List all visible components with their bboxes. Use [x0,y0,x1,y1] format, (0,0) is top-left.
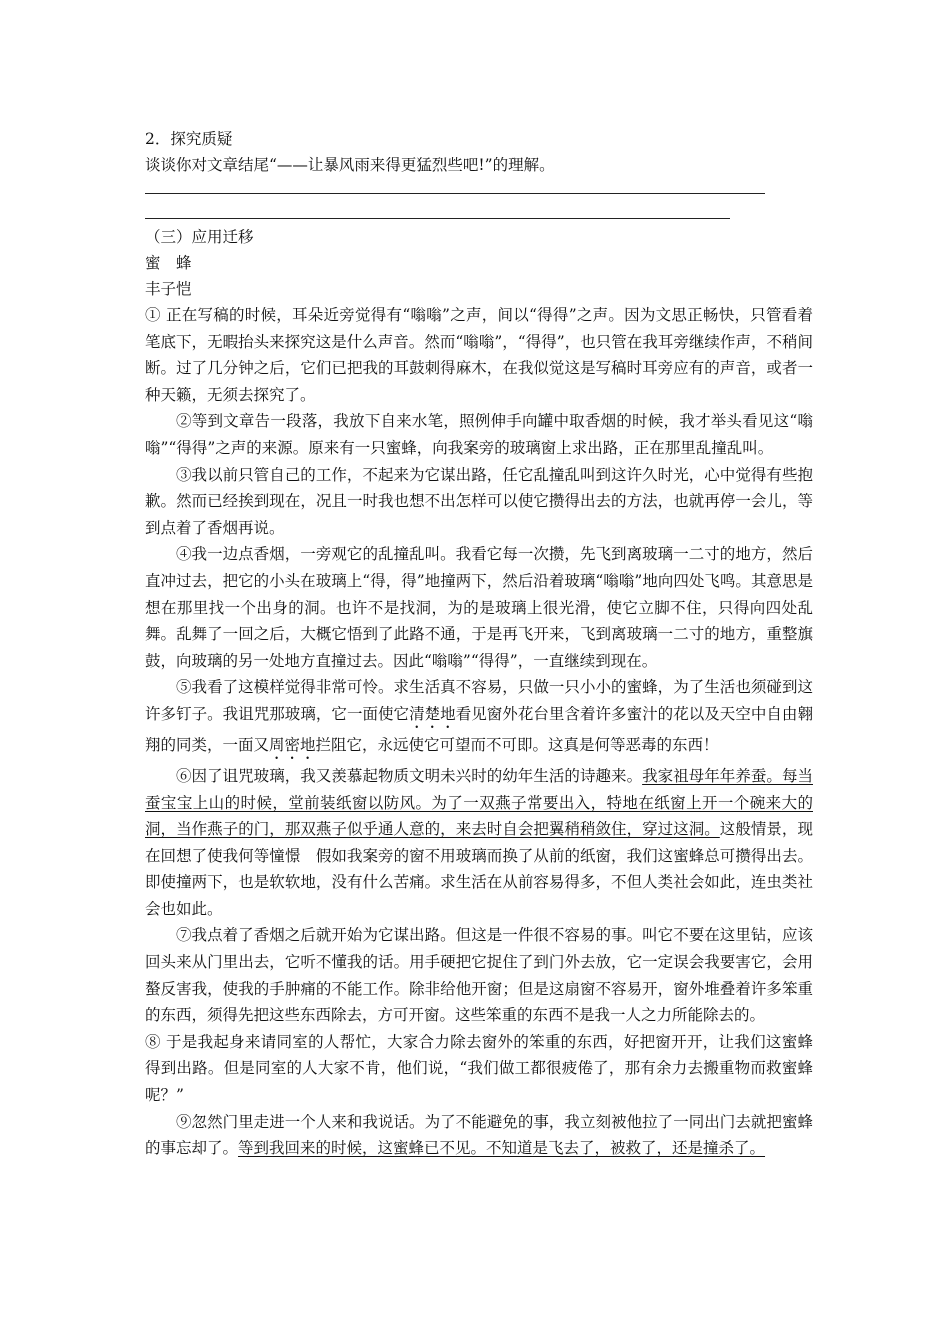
article-title: 蜜 蜂 [145,254,192,272]
answer-line-1[interactable] [145,193,765,194]
paragraph-2: ②等到文章告一段落，我放下自来水笔，照例伸手向罐中取香烟的时候，我才举头看见这“嗡嗡”“得得”之声的来源。原来有一只蜜蜂，向我案旁的玻璃窗上求出路，正在那里乱撞乱叫。 [145,412,813,457]
underlined-sentence-grandmother: 我家祖母年年养蚕。每当蚕宝宝上山的时候，堂前装纸窗以防风。为了一双燕子常要出入，特地在纸窗上开一个碗来大的洞，当作燕子的门，那双燕子似乎通人意的，来去时自会把翼稍稍敛住，穿过这洞。 [145,766,813,839]
paragraph-5 [145,674,813,763]
question-block [145,126,813,178]
section-heading: （三）应用迁移 [145,228,254,246]
paragraph-5-text-c: 看见窗外花台里含着许多蜜汁的花以及天空中自由翱翔的同类，一面又 [145,704,813,754]
paragraph-9-text-a: ⑨忽然门里走进一个人来和我说话。为了不能避免的事，我立刻被他拉了一同出门去就把蜜蜂的事忘却了。 [145,1112,813,1158]
article-author: 丰子恺 [145,280,192,298]
paragraph-4: ④我一边点香烟，一旁观它的乱撞乱叫。我看它每一次攒，先飞到离玻璃一二寸的地方，然后直冲过去，把它的小头在玻璃上“得，得”地撞两下，然后沿着玻璃“嗡嗡”地向四处飞鸣。其意思是想在那里找一个出身的洞。也许不是找洞，为的是玻璃上很光滑，使它立脚不住，只得向四处乱舞。乱舞了一回之后，大概它悟到了此路不通，于是再飞开来，飞到离玻璃一二寸的地方，重整旗鼓，向玻璃的另一处地方直撞过去。因此“嗡嗡”“得得”，一直继续到现在。 [145,545,813,670]
question-number-title: 2．探究质疑 [145,130,233,148]
paragraph-5-text-a: ⑤我看了这模样觉得非常可怜。求生活真不容易，只做一只小小的蜜蜂，为了生活也须碰到这许多钉子。我诅咒那玻璃，它一面使它 [145,678,813,723]
paragraph-6-text-c: 这般情景，现在回想了使我何等憧憬 假如我案旁的窗不用玻璃而换了从前的纸窗，我们这蜜蜂总可攒得出去。即使撞两下，也是软软地，没有什么苦痛。求生活在从前容易得多，不但人类社会如此，连虫类社会也如此。 [145,820,813,918]
paragraph-6 [145,763,813,923]
paragraph-9 [145,1109,813,1162]
answer-line-2[interactable] [145,218,730,219]
question-prompt: 谈谈你对文章结尾“——让暴风雨来得更猛烈些吧!”的理解。 [145,156,555,174]
paragraph-8: ⑧ 于是我起身来请同室的人帮忙，大家合力除去窗外的笨重的东西，好把窗开开，让我们这蜜蜂得到出路。但是同室的人大家不肯，他们说，“我们做工都很疲倦了，那有余力去搬重物而救蜜蜂呢？” [145,1032,813,1105]
paragraph-7: ⑦我点着了香烟之后就开始为它谋出路。但这是一件很不容易的事。叫它不要在这里钻，应该回头来从门里出去，它听不懂我的话。用手硬把它捉住了到门外去放，它一定误会我要害它，会用螯反害我，使我的手肿痛的不能工作。除非给他开窗；但是这扇窗不容易开，窗外堆叠着许多笨重的东西，须得先把这些东西除去，方可开窗。这些笨重的东西不是我一人之力所能除去的。 [145,926,813,1025]
paragraph-5-text-e: 拦阻它，永远使它可望而不可即。这真是何等恶毒的东西！ [315,735,719,754]
emphasized-word-zhoumi: 周密地 [269,735,316,754]
paragraph-3: ③我以前只管自己的工作，不起来为它谋出路，任它乱撞乱叫到这许久时光，心中觉得有些抱歉。然而已经挨到现在，况且一时我也想不出怎样可以使它攒得出去的方法，也就再停一会儿，等到点着了香烟再说。 [145,465,813,537]
paragraph-6-text-a: ⑥因了诅咒玻璃，我又羡慕起物质文明未兴时的幼年生活的诗趣来。 [176,766,643,785]
paragraph-1: ① 正在写稿的时候，耳朵近旁觉得有“嗡嗡”之声，间以“得得”之声。因为文思正畅快，只管看着笔底下，无暇抬头来探究这是什么声音。然而“嗡嗡”，“得得”，也只管在我耳旁继续作声，不稍间断。过了几分钟之后，它们已把我的耳鼓刺得麻木，在我似觉这是写稿时耳旁应有的声音，或者一种天籁，无须去探究了。 [145,306,813,404]
reading-section [145,224,813,1162]
underlined-sentence-ending: 等到我回来的时候，这蜜蜂已不见。不知道是飞去了，被救了，还是撞杀了。 [238,1139,766,1158]
emphasized-word-qingchu: 清楚地 [409,704,456,723]
